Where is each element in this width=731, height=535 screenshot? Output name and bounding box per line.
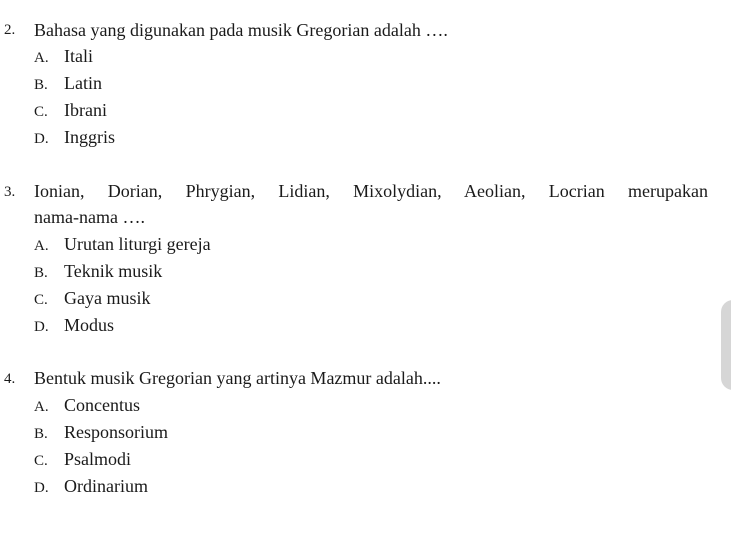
option-text: Modus <box>64 315 115 335</box>
option-letter: A. <box>34 50 49 66</box>
option-c <box>34 287 150 311</box>
question-number: 4. <box>4 371 16 387</box>
option-a <box>34 45 93 69</box>
option-d <box>34 475 148 499</box>
option-text: Latin <box>64 73 102 93</box>
option-text: Concentus <box>64 395 140 415</box>
option-d <box>34 314 114 338</box>
option-letter: B. <box>34 426 48 442</box>
option-b <box>34 72 102 96</box>
option-b <box>34 421 168 445</box>
option-text: Gaya musik <box>64 288 151 308</box>
question-text-line-2: nama-nama …. <box>34 207 145 227</box>
option-letter: C. <box>34 453 48 469</box>
option-a <box>34 233 211 257</box>
option-b <box>34 260 162 284</box>
option-a <box>34 394 140 418</box>
question-text: Bentuk musik Gregorian yang artinya Mazmur adalah.... <box>34 368 441 388</box>
option-text: Urutan liturgi gereja <box>64 234 211 254</box>
option-letter: A. <box>34 238 49 254</box>
option-c <box>34 448 131 472</box>
option-text: Itali <box>64 46 93 66</box>
question-text: Bahasa yang digunakan pada musik Gregorian adalah …. <box>34 20 448 40</box>
option-letter: B. <box>34 265 48 281</box>
option-text: Ordinarium <box>64 476 148 496</box>
page-edge-scroll-handle <box>721 300 731 390</box>
option-letter: D. <box>34 319 49 335</box>
option-letter: D. <box>34 131 49 147</box>
option-letter: A. <box>34 399 49 415</box>
question-number: 2. <box>4 22 16 38</box>
option-letter: C. <box>34 104 48 120</box>
option-letter: D. <box>34 480 49 496</box>
question-number: 3. <box>4 184 16 200</box>
option-letter: B. <box>34 77 48 93</box>
question-text-line-1: Ionian, Dorian, Phrygian, Lidian, Mixolydian, Aeolian, Locrian merupakan <box>34 181 708 201</box>
option-text: Responsorium <box>64 422 169 442</box>
option-text: Ibrani <box>64 100 107 120</box>
option-text: Psalmodi <box>64 449 132 469</box>
option-c <box>34 99 107 123</box>
option-letter: C. <box>34 292 48 308</box>
option-d <box>34 126 115 150</box>
option-text: Inggris <box>64 127 115 147</box>
option-text: Teknik musik <box>64 261 163 281</box>
